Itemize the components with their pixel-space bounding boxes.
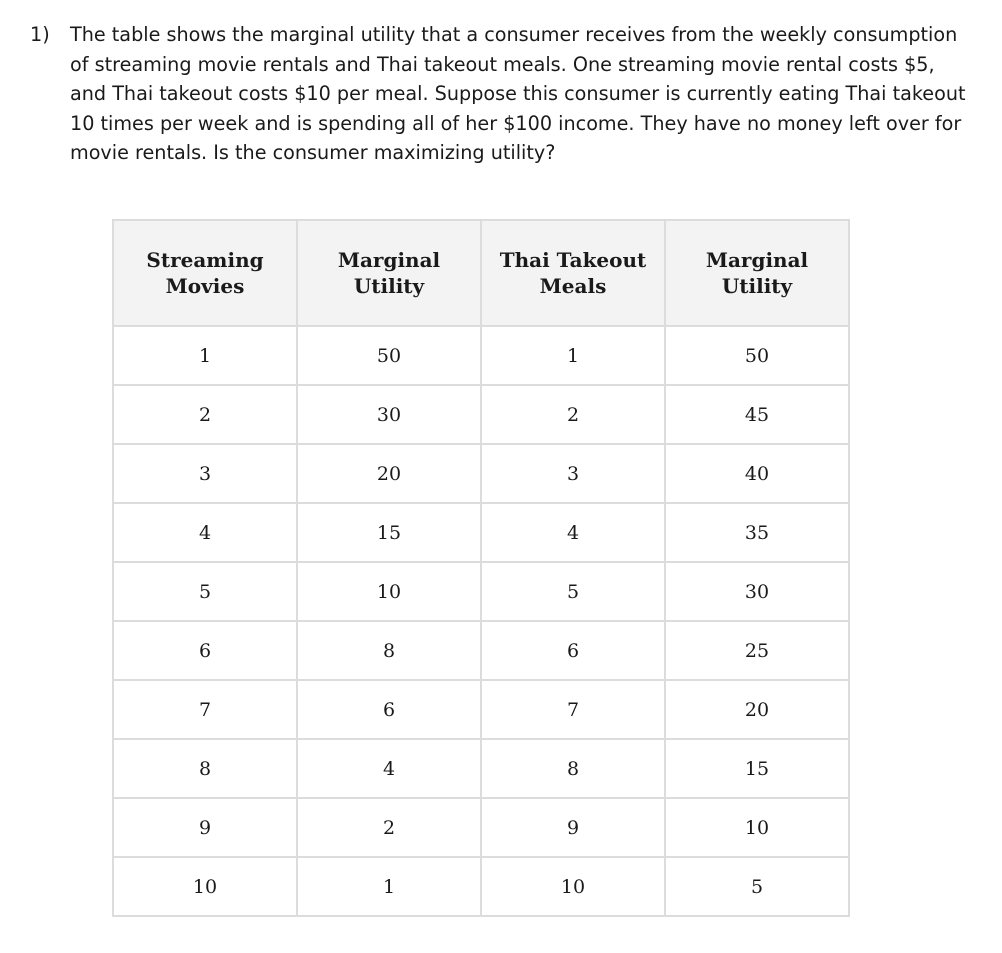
marginal-utility-table: [112, 219, 850, 917]
table-cell: 30: [665, 562, 849, 621]
table-cell: 6: [113, 621, 297, 680]
header-line: Utility: [721, 274, 793, 298]
table-cell: 1: [297, 857, 481, 916]
table-cell: 8: [481, 739, 665, 798]
table-cell: 20: [665, 680, 849, 739]
table-cell: 30: [297, 385, 481, 444]
table-cell: 15: [665, 739, 849, 798]
table-cell: 5: [481, 562, 665, 621]
table-cell: 3: [481, 444, 665, 503]
table-cell: 3: [113, 444, 297, 503]
table-cell: 2: [113, 385, 297, 444]
table-cell: 2: [297, 798, 481, 857]
header-line: Movies: [165, 274, 245, 298]
table-row: [113, 680, 849, 739]
table-cell: 45: [665, 385, 849, 444]
table-row: [113, 621, 849, 680]
header-line: Streaming: [146, 248, 264, 272]
header-line: Utility: [353, 274, 425, 298]
table-cell: 8: [113, 739, 297, 798]
table-header-row: [113, 220, 849, 326]
table-cell: 9: [481, 798, 665, 857]
table-cell: 5: [113, 562, 297, 621]
header-streaming-movies: [113, 220, 297, 326]
table-cell: 7: [481, 680, 665, 739]
table-cell: 7: [113, 680, 297, 739]
header-marginal-utility-movies: [297, 220, 481, 326]
table-cell: 50: [297, 326, 481, 385]
table-cell: 40: [665, 444, 849, 503]
table-cell: 10: [481, 857, 665, 916]
question-block: [30, 20, 970, 168]
table-row: [113, 798, 849, 857]
table-cell: 2: [481, 385, 665, 444]
table-cell: 1: [113, 326, 297, 385]
table-cell: 15: [297, 503, 481, 562]
table-cell: 5: [665, 857, 849, 916]
header-thai-takeout-meals: [481, 220, 665, 326]
table-cell: 4: [297, 739, 481, 798]
table-cell: 6: [481, 621, 665, 680]
table-cell: 6: [297, 680, 481, 739]
table-cell: 4: [481, 503, 665, 562]
table-row: [113, 326, 849, 385]
table-row: [113, 857, 849, 916]
table-cell: 10: [113, 857, 297, 916]
question-number: 1): [30, 23, 50, 46]
table-row: [113, 503, 849, 562]
table-cell: 10: [297, 562, 481, 621]
header-line: Thai Takeout: [499, 248, 647, 272]
table-cell: 9: [113, 798, 297, 857]
table-row: [113, 444, 849, 503]
table-cell: 20: [297, 444, 481, 503]
table-cell: 1: [481, 326, 665, 385]
table-cell: 4: [113, 503, 297, 562]
table-row: [113, 562, 849, 621]
table-cell: 35: [665, 503, 849, 562]
table-cell: 8: [297, 621, 481, 680]
table-row: [113, 385, 849, 444]
header-line: Marginal: [337, 248, 441, 272]
header-line: Marginal: [705, 248, 809, 272]
header-marginal-utility-meals: [665, 220, 849, 326]
table-cell: 25: [665, 621, 849, 680]
question-text: The table shows the marginal utility that a consumer receives from the weekly consumption of streaming movie rentals and Thai takeout meals. One streaming movie rental costs $5, and Thai takeout costs $10 per meal. Suppose this consumer is currently eating Thai takeout 10 times per week and is spending all of her $100 income. They have no money left over for movie rentals. Is the consumer maximizing utility?: [70, 23, 966, 164]
header-line: Meals: [539, 274, 607, 298]
table-row: [113, 739, 849, 798]
table-cell: 10: [665, 798, 849, 857]
table-cell: 50: [665, 326, 849, 385]
